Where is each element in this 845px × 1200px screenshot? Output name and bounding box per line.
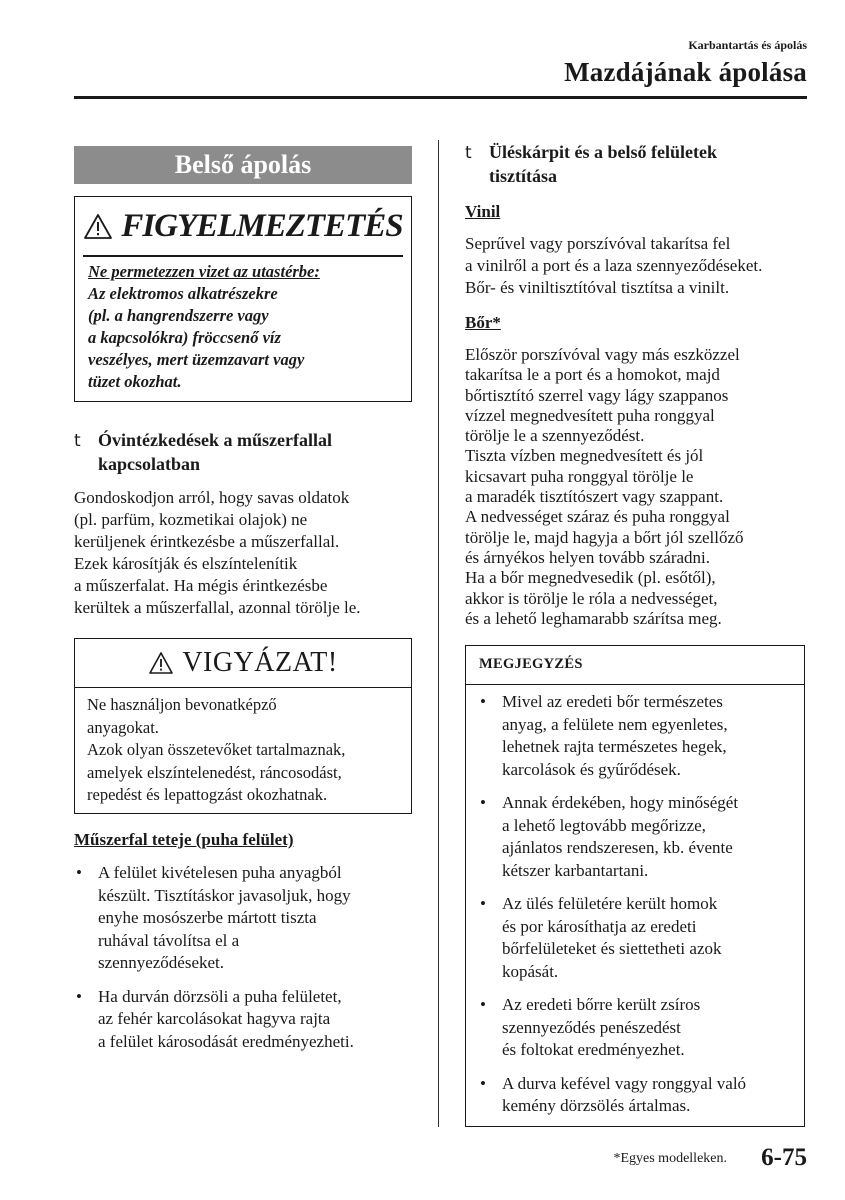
paragraph-line: kicsavart puha ronggyal törölje le <box>465 466 694 486</box>
paragraph-line: Ezek károsítják és elszíntelenítik <box>74 554 298 573</box>
warning-divider <box>83 255 403 257</box>
subhead-line: Üléskárpit és a belső felületek <box>489 142 717 162</box>
list-line: és por károsíthatja az eredeti <box>502 916 697 936</box>
list-line: bőrfelületeket és siettetheti azok <box>502 939 722 958</box>
caution-line: Azok olyan összetevőket tartalmaznak, <box>87 740 346 759</box>
paragraph-line: Ha a bőr megnedvesedik (pl. esőtől), <box>465 568 716 588</box>
warning-header <box>75 197 411 255</box>
bullet-icon: • <box>76 986 82 1006</box>
warning-line: veszélyes, mert üzemzavart vagy <box>88 350 305 369</box>
list-item <box>478 691 796 781</box>
note-divider <box>466 684 804 685</box>
paragraph-line: törölje le a szennyeződést. <box>465 426 645 446</box>
vinyl-label: Vinil <box>465 202 501 221</box>
dash-top-label: Műszerfal teteje (puha felület) <box>74 830 294 849</box>
list-line: Ha durván dörzsöli a puha felületet, <box>98 986 342 1006</box>
caution-divider <box>75 687 411 688</box>
warning-line: tüzet okozhat. <box>88 372 182 391</box>
paragraph-line: kerüljenek érintkezésbe a műszerfallal. <box>74 532 340 551</box>
paragraph-line: (pl. parfüm, kozmetikai olajok) ne <box>74 510 308 529</box>
page-number: 6-75 <box>761 1144 807 1171</box>
bullet-icon: • <box>480 894 486 913</box>
paragraph-line: vízzel megnedvesített puha ronggyal <box>465 405 715 425</box>
list-line: az fehér karcolásokat hagyva rajta <box>98 1009 331 1028</box>
caution-title: VIGYÁZAT! <box>182 647 338 678</box>
list-line: szennyeződéseket. <box>98 953 225 972</box>
warning-triangle-icon <box>83 213 113 240</box>
subhead-marker: t <box>465 143 472 163</box>
list-item <box>478 893 796 983</box>
footnote: *Egyes modelleken. <box>613 1151 727 1166</box>
caution-line: anyagokat. <box>87 717 159 737</box>
paragraph-line: A nedvességet száraz és puha ronggyal <box>465 507 730 527</box>
paragraph-line: Seprűvel vagy porszívóval takarítsa fel <box>465 234 731 253</box>
bullet-icon: • <box>480 692 486 711</box>
subhead-marker: t <box>74 431 81 451</box>
list-item <box>478 1073 796 1118</box>
warning-title: FIGYELMEZTETÉS <box>121 207 403 244</box>
section-banner <box>74 146 412 184</box>
list-line: A felület kivételesen puha anyagból <box>98 863 342 882</box>
leather-label: Bőr* <box>465 313 501 332</box>
bullet-icon: • <box>480 793 486 812</box>
warning-line: (pl. a hangrendszerre vagy <box>88 306 269 325</box>
leather-paragraph <box>465 345 805 629</box>
paragraph-line: a vinilről a port és a laza szennyeződéseket. <box>465 256 763 275</box>
list-line: Mivel az eredeti bőr természetes <box>502 692 723 711</box>
section-title: Belső ápolás <box>174 150 312 179</box>
list-line: enyhe mosószerbe mártott tiszta <box>98 908 317 927</box>
paragraph-line: és árnyékos helyen tovább száradni. <box>465 547 710 567</box>
paragraph-line: kerültek a műszerfallal, azonnal törölje le. <box>74 598 361 617</box>
list-line: lehetnek rajta természetes hegek, <box>502 737 727 756</box>
list-item <box>74 986 412 1054</box>
warning-lead: Ne permetezzen vizet az utastérbe: <box>88 262 320 281</box>
bullet-icon: • <box>480 1073 486 1093</box>
chapter-title: Karbantartás és ápolás <box>688 38 807 52</box>
subhead-line: kapcsolatban <box>98 454 201 474</box>
note-box <box>465 645 805 1127</box>
subhead-upholstery <box>465 140 805 188</box>
list-item <box>478 994 796 1062</box>
paragraph-line: Gondoskodjon arról, hogy savas oldatok <box>74 488 350 507</box>
warning-text <box>88 261 403 393</box>
list-item <box>74 862 412 975</box>
list-line: kétszer karbantartani. <box>502 860 649 880</box>
warning-line: a kapcsolókra) fröccsenő víz <box>88 328 281 347</box>
caution-box <box>74 638 412 814</box>
list-line: a lehető legtovább megőrizze, <box>502 815 706 835</box>
caution-line: repedést és lepattogzást okozhatnak. <box>87 785 328 804</box>
paragraph-line: takarítsa le a port és a homokot, majd <box>465 365 720 385</box>
list-line: Az ülés felületére került homok <box>502 894 718 913</box>
dash-bullet-list <box>74 862 412 1053</box>
caution-line: Ne használjon bevonatképző <box>87 695 277 714</box>
paragraph-line: bőrtisztító szerrel vagy lágy szappanos <box>465 385 729 405</box>
list-line: a felület károsodását eredményezheti. <box>98 1031 354 1051</box>
list-line: Az eredeti bőrre került zsíros <box>502 995 701 1014</box>
paragraph-line: Tiszta vízben megnedvesített és jól <box>465 446 704 466</box>
header-divider <box>74 96 807 99</box>
caution-text <box>87 694 403 807</box>
note-title: MEGJEGYZÉS <box>479 656 583 672</box>
list-line: A durva kefével vagy ronggyal való <box>502 1073 747 1093</box>
vinyl-paragraph <box>465 233 805 299</box>
caution-line: amelyek elszíntelenedést, ráncosodást, <box>87 762 342 782</box>
bullet-icon: • <box>76 863 82 882</box>
subhead-dashboard-precautions <box>74 428 412 476</box>
paragraph-line: akkor is törölje le róla a nedvességet, <box>465 588 718 608</box>
paragraph-line: törölje le, majd hagyja a bőrt jól szellőző <box>465 527 744 547</box>
list-line: kemény dörzsölés ártalmas. <box>502 1096 691 1115</box>
warning-triangle-icon <box>148 651 174 675</box>
list-line: készült. Tisztításkor javasoljuk, hogy <box>98 885 351 905</box>
column-divider <box>438 140 439 1127</box>
list-line: Annak érdekében, hogy minőségét <box>502 793 739 812</box>
list-line: és foltokat eredményezhet. <box>502 1040 685 1059</box>
paragraph-line: Bőr- és viniltisztítóval tisztítsa a vinilt. <box>465 278 730 297</box>
list-line: ruhával távolítsa el a <box>98 930 240 950</box>
list-item <box>478 792 796 882</box>
list-line: szennyeződés penészedést <box>502 1017 681 1037</box>
list-line: kopását. <box>502 961 559 981</box>
subhead-line: tisztítása <box>489 166 557 186</box>
warning-box <box>74 196 412 402</box>
list-line: ajánlatos rendszeresen, kb. évente <box>502 838 733 857</box>
list-line: karcolások és gyűrődések. <box>502 759 681 779</box>
dashboard-paragraph <box>74 487 412 619</box>
subhead-line: Óvintézkedések a műszerfallal <box>98 430 332 450</box>
note-list <box>478 691 796 1129</box>
warning-line: Az elektromos alkatrészekre <box>88 284 278 303</box>
paragraph-line: a műszerfalat. Ha mégis érintkezésbe <box>74 576 328 595</box>
paragraph-line: Először porszívóval vagy más eszközzel <box>465 345 740 364</box>
caution-header <box>75 639 411 687</box>
bullet-icon: • <box>480 995 486 1014</box>
paragraph-line: és a lehető leghamarabb szárítsa meg. <box>465 608 722 628</box>
paragraph-line: a maradék tisztítószert vagy szappant. <box>465 487 724 507</box>
page-title: Mazdájának ápolása <box>564 57 807 87</box>
list-line: anyag, a felülete nem egyenletes, <box>502 714 728 734</box>
